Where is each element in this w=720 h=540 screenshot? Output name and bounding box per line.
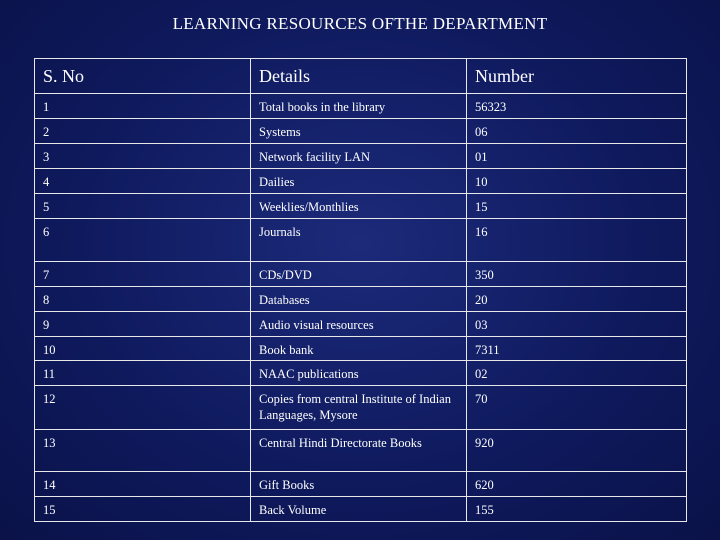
cell-details: Systems: [251, 119, 467, 144]
table-row: [35, 312, 687, 337]
cell-serial-number: 10: [35, 337, 251, 361]
cell-details: Dailies: [251, 169, 467, 194]
cell-number: 7311: [467, 337, 687, 361]
cell-serial-number: 6: [35, 219, 251, 262]
cell-details: Audio visual resources: [251, 312, 467, 337]
table-row: [35, 119, 687, 144]
table-header-row: [35, 59, 687, 94]
cell-serial-number: 12: [35, 386, 251, 430]
cell-details: Central Hindi Directorate Books: [251, 430, 467, 472]
page-title: LEARNING RESOURCES OFTHE DEPARTMENT: [172, 14, 548, 33]
table-row: [35, 94, 687, 119]
cell-number: 16: [467, 219, 687, 262]
cell-details: Journals: [251, 219, 467, 262]
table-row: [35, 144, 687, 169]
cell-number: 155: [467, 497, 687, 522]
cell-serial-number: 15: [35, 497, 251, 522]
cell-details: Copies from central Institute of Indian Languages, Mysore: [251, 386, 467, 430]
cell-serial-number: 4: [35, 169, 251, 194]
cell-details: Back Volume: [251, 497, 467, 522]
table-row: [35, 472, 687, 497]
table-row: [35, 361, 687, 386]
table-row: [35, 219, 687, 262]
cell-serial-number: 1: [35, 94, 251, 119]
cell-number: 620: [467, 472, 687, 497]
cell-number: 03: [467, 312, 687, 337]
cell-number: 15: [467, 194, 687, 219]
cell-details: Databases: [251, 287, 467, 312]
cell-details: Total books in the library: [251, 94, 467, 119]
cell-number: 02: [467, 361, 687, 386]
cell-serial-number: 3: [35, 144, 251, 169]
cell-serial-number: 11: [35, 361, 251, 386]
header-details: Details: [251, 59, 467, 94]
cell-number: 350: [467, 262, 687, 287]
header-serial-number: S. No: [35, 59, 251, 94]
table-row: [35, 169, 687, 194]
header-number: Number: [467, 59, 687, 94]
table-row: [35, 287, 687, 312]
cell-details: Weeklies/Monthlies: [251, 194, 467, 219]
cell-serial-number: 8: [35, 287, 251, 312]
cell-serial-number: 5: [35, 194, 251, 219]
cell-number: 20: [467, 287, 687, 312]
cell-serial-number: 9: [35, 312, 251, 337]
cell-number: 920: [467, 430, 687, 472]
learning-resources-table: [34, 58, 687, 522]
cell-serial-number: 2: [35, 119, 251, 144]
cell-serial-number: 13: [35, 430, 251, 472]
table-row: [35, 337, 687, 361]
table-row: [35, 497, 687, 522]
cell-details: NAAC publications: [251, 361, 467, 386]
cell-number: 10: [467, 169, 687, 194]
table-row: [35, 386, 687, 430]
cell-serial-number: 14: [35, 472, 251, 497]
table-row: [35, 262, 687, 287]
cell-details: Network facility LAN: [251, 144, 467, 169]
cell-number: 56323: [467, 94, 687, 119]
cell-number: 70: [467, 386, 687, 430]
cell-details: Gift Books: [251, 472, 467, 497]
cell-number: 01: [467, 144, 687, 169]
cell-number: 06: [467, 119, 687, 144]
table-row: [35, 194, 687, 219]
cell-details: CDs/DVD: [251, 262, 467, 287]
table-row: [35, 430, 687, 472]
cell-serial-number: 7: [35, 262, 251, 287]
cell-details: Book bank: [251, 337, 467, 361]
